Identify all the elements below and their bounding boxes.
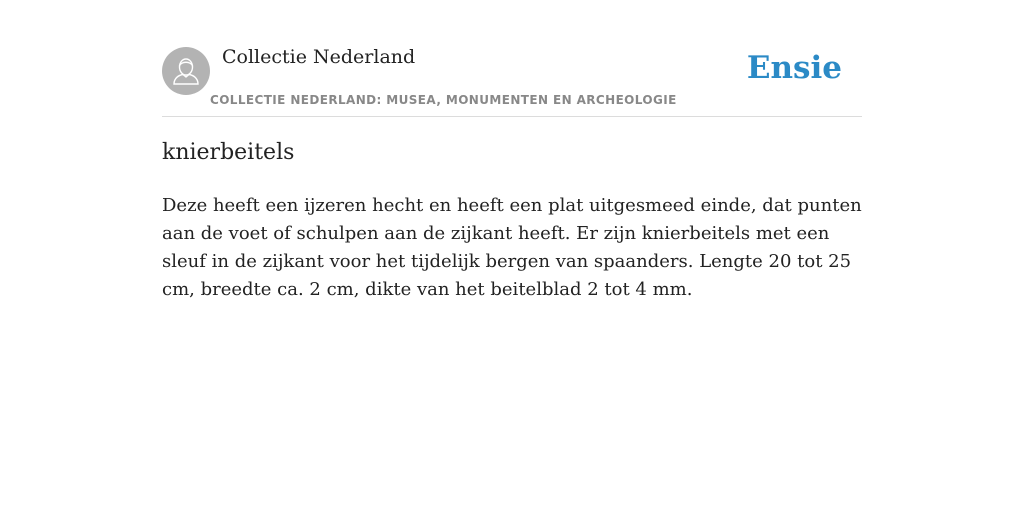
entry-header — [162, 0, 862, 117]
person-outline-icon — [162, 47, 210, 95]
brand-logo[interactable]: Ensie — [746, 50, 842, 86]
source-label[interactable]: COLLECTIE NEDERLAND: MUSEA, MONUMENTEN EN ARCHEOLOGIE — [210, 93, 677, 107]
user-avatar-icon[interactable] — [162, 47, 210, 95]
entry-card — [162, 0, 862, 300]
entry-term-title: knierbeitels — [162, 140, 295, 165]
entry-definition: Deze heeft een ijzeren hecht en heeft een plat uitgesmeed einde, dat punten aan de voet of schulpen aan de zijkant heeft. Er zijn knierbeitels met een sleuf in de zijkant voor het tijdelijk bergen van spaanders. Lengte 20 tot 25 cm, breedte ca. 2 cm, dikte van het beitelblad 2 tot 4 mm. — [162, 195, 862, 300]
author-name[interactable]: Collectie Nederland — [222, 46, 416, 68]
